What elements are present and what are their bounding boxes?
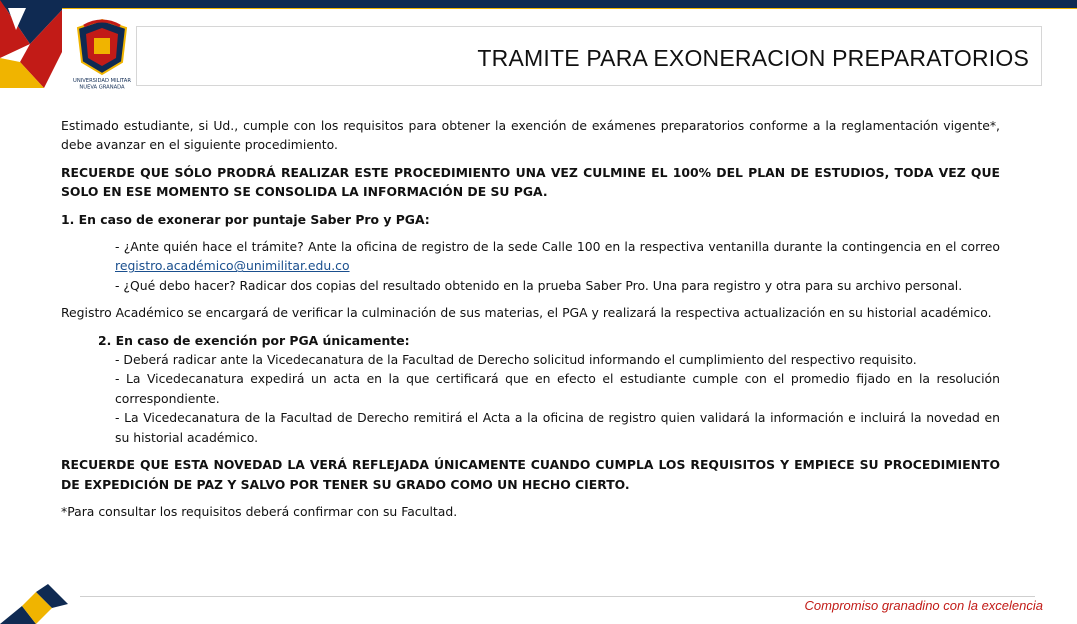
item-1-question-1-text: - ¿Ante quién hace el trámite? Ante la oficina de registro de la sede Calle 100 en la respectiva ventanilla durante la contingencia en el correo — [115, 239, 1000, 255]
item-1-question-1 — [115, 237, 1000, 276]
document-body — [61, 116, 1000, 529]
svg-text:UNIVERSIDAD MILITAR: UNIVERSIDAD MILITAR — [73, 78, 131, 84]
registro-note: Registro Académico se encargará de verificar la culminación de sus materias, el PGA y realizará la respectiva actualización en su historial académico. — [61, 305, 992, 321]
footer-slogan: Compromiso granadino con la excelencia — [804, 598, 1043, 613]
bottom-corner-decoration — [0, 584, 80, 624]
warning-paz-y-salvo: RECUERDE QUE ESTA NOVEDAD LA VERÁ REFLEJADA ÚNICAMENTE CUANDO CUMPLA LOS REQUISITOS Y EMPIECE SU PROCEDIMIENTO DE EXPEDICIÓN DE PAZ Y SALVO POR TENER SU GRADO COMO UN HECHO CIERTO. — [61, 457, 1000, 492]
university-logo — [70, 18, 134, 90]
footer-divider — [80, 596, 1035, 597]
item-2-details — [115, 350, 1000, 447]
top-navy-band — [0, 0, 1077, 8]
intro-paragraph: Estimado estudiante, si Ud., cumple con los requisitos para obtener la exención de exámenes preparatorios conforme a la reglamentación vigente*, debe avanzar en el siguiente procedimiento. — [61, 118, 1000, 153]
item-1-title: 1. En caso de exonerar por puntaje Saber Pro y PGA: — [61, 211, 430, 227]
item-1-question-2: - ¿Qué debo hacer? Radicar dos copias del resultado obtenido en la prueba Saber Pro. Una para registro y otra para su archivo personal. — [115, 277, 963, 293]
item-2-bullet-1: - Deberá radicar ante la Vicedecanatura de la Facultad de Derecho solicitud informando el cumplimiento del respectivo requisito. — [115, 352, 917, 368]
corner-decoration — [0, 0, 70, 90]
footnote: *Para consultar los requisitos deberá confirmar con su Facultad. — [61, 503, 458, 519]
title-box — [136, 26, 1042, 86]
svg-text:NUEVA GRANADA: NUEVA GRANADA — [79, 84, 125, 90]
item-2-title: 2. En caso de exención por PGA únicamente: — [98, 332, 410, 348]
item-2-bullet-3: - La Vicedecanatura de la Facultad de Derecho remitirá el Acta a la oficina de registro quien validará la información e incluirá la novedad en su historial académico. — [115, 410, 1000, 445]
registro-email-link[interactable]: registro.académico@unimilitar.edu.co — [115, 258, 350, 274]
item-1-details — [115, 237, 1000, 295]
top-gold-line — [0, 8, 1077, 9]
page-title: TRAMITE PARA EXONERACION PREPARATORIOS — [477, 45, 1029, 71]
warning-completion: RECUERDE QUE SÓLO PRODRÁ REALIZAR ESTE PROCEDIMIENTO UNA VEZ CULMINE EL 100% DEL PLAN DE ESTUDIOS, TODA VEZ QUE SOLO EN ESE MOMENTO SE CONSOLIDA LA INFORMACIÓN DE SU PGA. — [61, 164, 1000, 200]
item-2-bullet-2: - La Vicedecanatura expedirá un acta en la que certificará que en efecto el estudiante cumple con el promedio fijado en la resolución correspondiente. — [115, 371, 1000, 406]
